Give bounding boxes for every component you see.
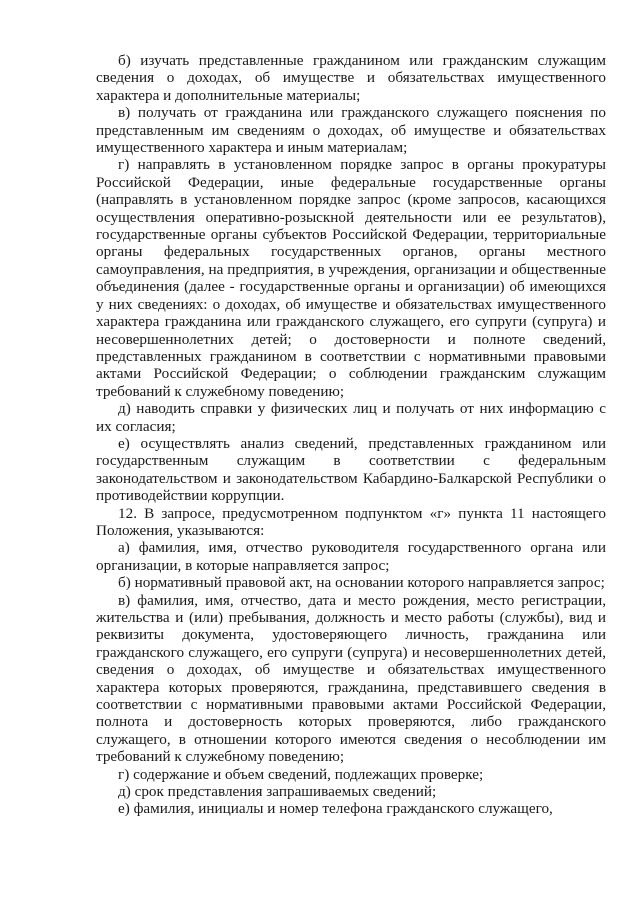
- paragraph-12a: а) фамилия, имя, отчество руководителя государственного органа или организации, в которые направляется запрос;: [96, 539, 606, 574]
- paragraph-12g: г) содержание и объем сведений, подлежащих проверке;: [118, 765, 484, 783]
- paragraph-12b: б) нормативный правовой акт, на основании которого направляется запрос;: [118, 574, 605, 592]
- paragraph-11g: г) направлять в установленном порядке запрос в органы прокуратуры Российской Федерации, иные федеральные государственные органы (направлять в установленном порядке запрос (кроме запросов, касающихся осуществления оперативно-розыскной деятельности или ее результатов), государственные органы субъектов Российской Федерации, территориальные органы федеральных государственных органов, органы местного самоуправления, на предприятия, в учреждения, организации и общественные объединения (далее - государственные органы и организации) об имеющихся у них сведениях: о доходах, об имуществе и обязательствах имущественного характера гражданина или гражданского служащего, его супруги (супруга) и несовершеннолетних детей; о достоверности и полноте сведений, представленных гражданином в соответствии с нормативными правовыми актами Российской Федерации; о соблюдении гражданским служащим требований к служебному поведению;: [96, 156, 606, 400]
- paragraph-11v: в) получать от гражданина или гражданского служащего пояснения по представленным им сведениям о доходах, об имуществе и обязательствах имущественного характера и иным материалам;: [96, 104, 606, 157]
- paragraph-11b: б) изучать представленные гражданином или гражданским служащим сведения о доходах, об имуществе и обязательствах имущественного характера и дополнительные материалы;: [96, 52, 606, 104]
- paragraph-12: 12. В запросе, предусмотренном подпунктом «г» пункта 11 настоящего Положения, указываются:: [96, 504, 606, 539]
- paragraph-11d: д) наводить справки у физических лиц и получать от них информацию с их согласия;: [96, 400, 606, 435]
- paragraph-11e: е) осуществлять анализ сведений, представленных гражданином или государственным служащим в соответствии с федеральным законодательством и законодательством Кабардино-Балкарской Республики о противодействии коррупции.: [96, 434, 606, 505]
- paragraph-12d: д) срок представления запрашиваемых сведений;: [118, 783, 437, 801]
- paragraph-12v: в) фамилия, имя, отчество, дата и место рождения, место регистрации, жительства и (или) пребывания, должность и место работы (службы), вид и реквизиты документа, удостоверяющего личность, гражданина или гражданского служащего, его супруги (супруга) и несовершеннолетних детей, сведения о доходах, об имуществе и обязательствах имущественного характера которых проверяются, гражданина, представившего сведения в соответствии с нормативными правовыми актами Российской Федерации, полнота и достоверность которых проверяются, либо гражданского служащего, в отношении которого имеются сведения о несоблюдении им требований к служебному поведению;: [96, 591, 606, 766]
- document-body: [96, 52, 606, 818]
- paragraph-12e: е) фамилия, инициалы и номер телефона гражданского служащего,: [118, 800, 553, 818]
